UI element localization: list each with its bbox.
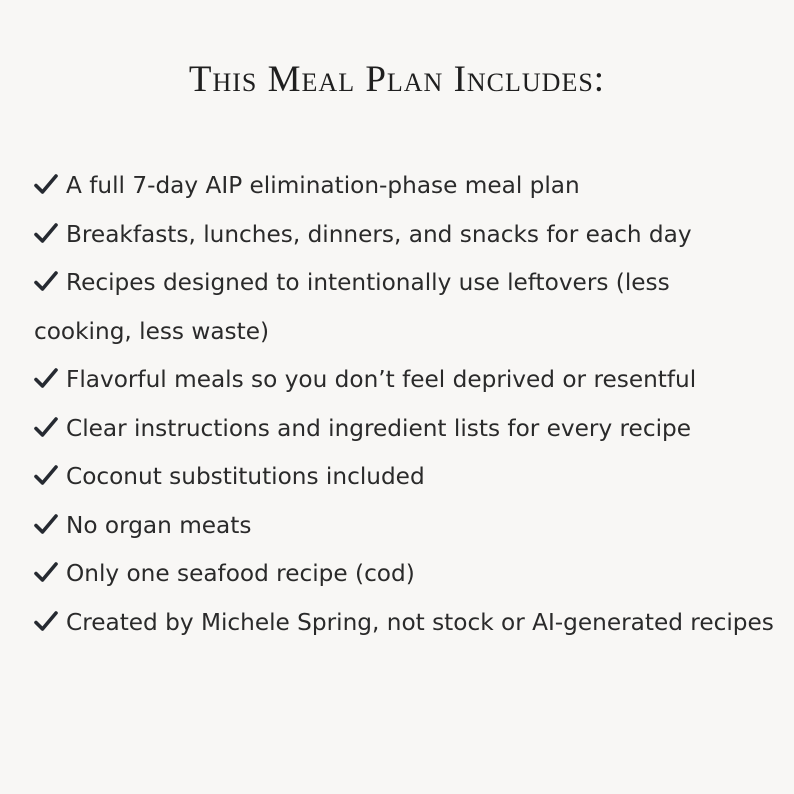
check-mark-icon: [34, 222, 58, 244]
list-item-text: Clear instructions and ingredient lists for every recipe: [66, 414, 691, 442]
list-item: [34, 356, 774, 405]
list-item-text: Flavorful meals so you don’t feel deprived or resentful: [66, 366, 697, 393]
list-item: [34, 405, 774, 454]
list-item-text: Only one seafood recipe (cod): [66, 560, 415, 587]
list-item: [34, 502, 774, 551]
list-item: [34, 599, 774, 648]
check-mark-icon: [34, 173, 58, 195]
check-mark-icon: [34, 561, 58, 583]
features-list: [34, 162, 774, 647]
list-item-text: No organ meats: [66, 511, 252, 539]
list-item-text: Breakfasts, lunches, dinners, and snacks for each day: [66, 220, 692, 248]
list-item: [34, 162, 774, 211]
page-title: This Meal Plan Includes:: [188, 59, 606, 100]
check-mark-icon: [34, 610, 58, 632]
check-mark-icon: [34, 513, 58, 535]
list-item-text: Coconut substitutions included: [66, 463, 425, 490]
list-item: [34, 259, 774, 356]
check-mark-icon: [34, 270, 58, 292]
check-mark-icon: [34, 367, 58, 389]
check-mark-icon: [34, 464, 58, 486]
check-mark-icon: [34, 416, 58, 438]
list-item: [34, 453, 774, 502]
list-item-text: Recipes designed to intentionally use leftovers (less cooking, less waste): [34, 269, 670, 345]
list-item: [34, 211, 774, 260]
list-item-text: A full 7-day AIP elimination-phase meal plan: [66, 172, 580, 199]
list-item: [34, 550, 774, 599]
list-item-text: Created by Michele Spring, not stock or AI-generated recipes: [66, 608, 774, 636]
